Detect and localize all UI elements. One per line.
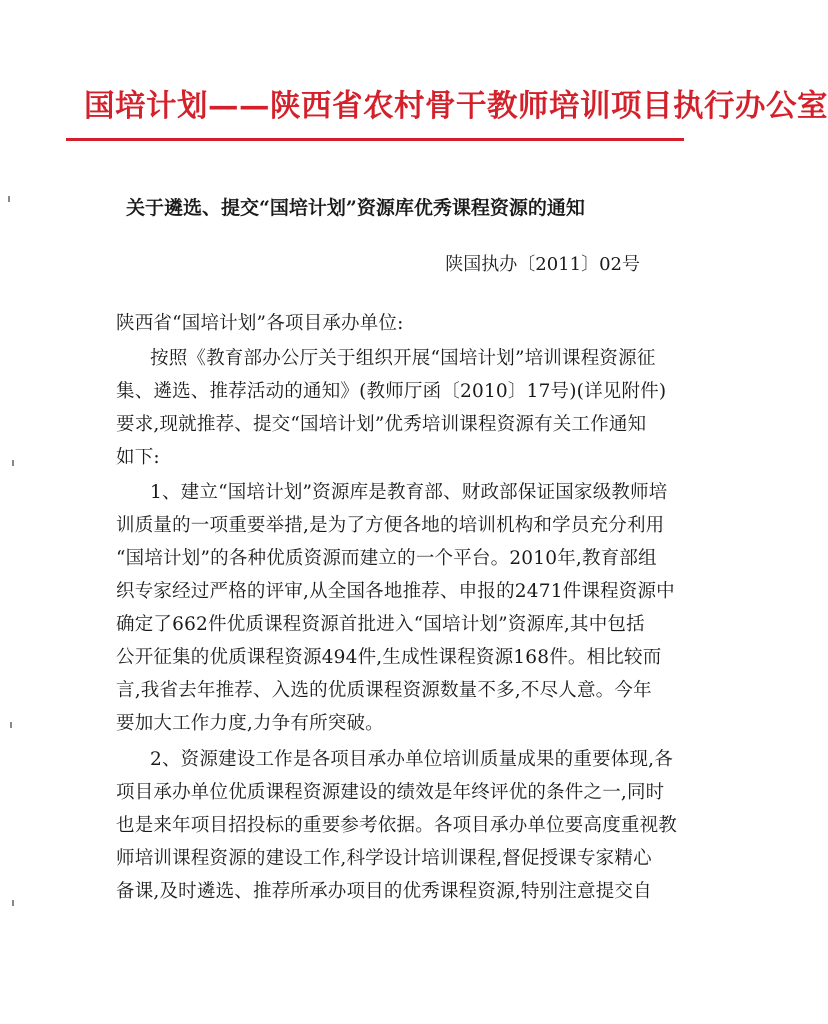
paragraph-line: 训质量的一项重要举措,是为了方便各地的培训机构和学员充分利用	[116, 515, 665, 536]
paragraph-line: 织专家经过严格的评审,从全国各地推荐、申报的2471件课程资源中	[116, 581, 675, 602]
scan-speck	[10, 722, 12, 728]
paragraph-line: 确定了662件优质课程资源首批进入“国培计划”资源库,其中包括	[116, 614, 645, 635]
salutation: 陕西省“国培计划”各项目承办单位:	[116, 313, 404, 334]
paragraph-line: 按照《教育部办公厅关于组织开展“国培计划”培训课程资源征	[150, 348, 656, 369]
paragraph-line: 备课,及时遴选、推荐所承办项目的优秀课程资源,特别注意提交自	[116, 881, 652, 902]
paragraph-line: 要求,现就推荐、提交“国培计划”优秀培训课程资源有关工作通知	[116, 414, 647, 435]
scan-speck	[12, 900, 14, 906]
paragraph-line: 言,我省去年推荐、入选的优质课程资源数量不多,不尽人意。今年	[116, 680, 652, 701]
notice-title: 关于遴选、提交“国培计划”资源库优秀课程资源的通知	[126, 197, 585, 219]
document-number: 陕国执办〔2011〕02号	[445, 254, 640, 275]
paragraph-line: 也是来年项目招投标的重要参考依据。各项目承办单位要高度重视教	[116, 815, 678, 836]
paragraph-line: 集、遴选、推荐活动的通知》(教师厅函〔2010〕17号)(详见附件)	[116, 381, 667, 402]
paragraph-line: “国培计划”的各种优质资源而建立的一个平台。2010年,教育部组	[116, 548, 657, 569]
scan-speck	[12, 460, 14, 466]
paragraph-line: 师培训课程资源的建设工作,科学设计培训课程,督促授课专家精心	[116, 848, 652, 869]
paragraph-line: 公开征集的优质课程资源494件,生成性课程资源168件。相比较而	[116, 647, 662, 668]
office-header-title: 国培计划——陕西省农村骨干教师培训项目执行办公室	[84, 88, 828, 124]
paragraph-line: 如下:	[116, 447, 160, 468]
paragraph-line: 项目承办单位优质课程资源建设的绩效是年终评优的条件之一,同时	[116, 782, 665, 803]
header-red-rule	[66, 138, 684, 141]
scan-speck	[8, 196, 10, 202]
paragraph-line: 2、资源建设工作是各项目承办单位培训质量成果的重要体现,各	[150, 749, 673, 770]
paragraph-line: 要加大工作力度,力争有所突破。	[116, 713, 384, 734]
paragraph-line: 1、建立“国培计划”资源库是教育部、财政部保证国家级教师培	[150, 482, 668, 503]
